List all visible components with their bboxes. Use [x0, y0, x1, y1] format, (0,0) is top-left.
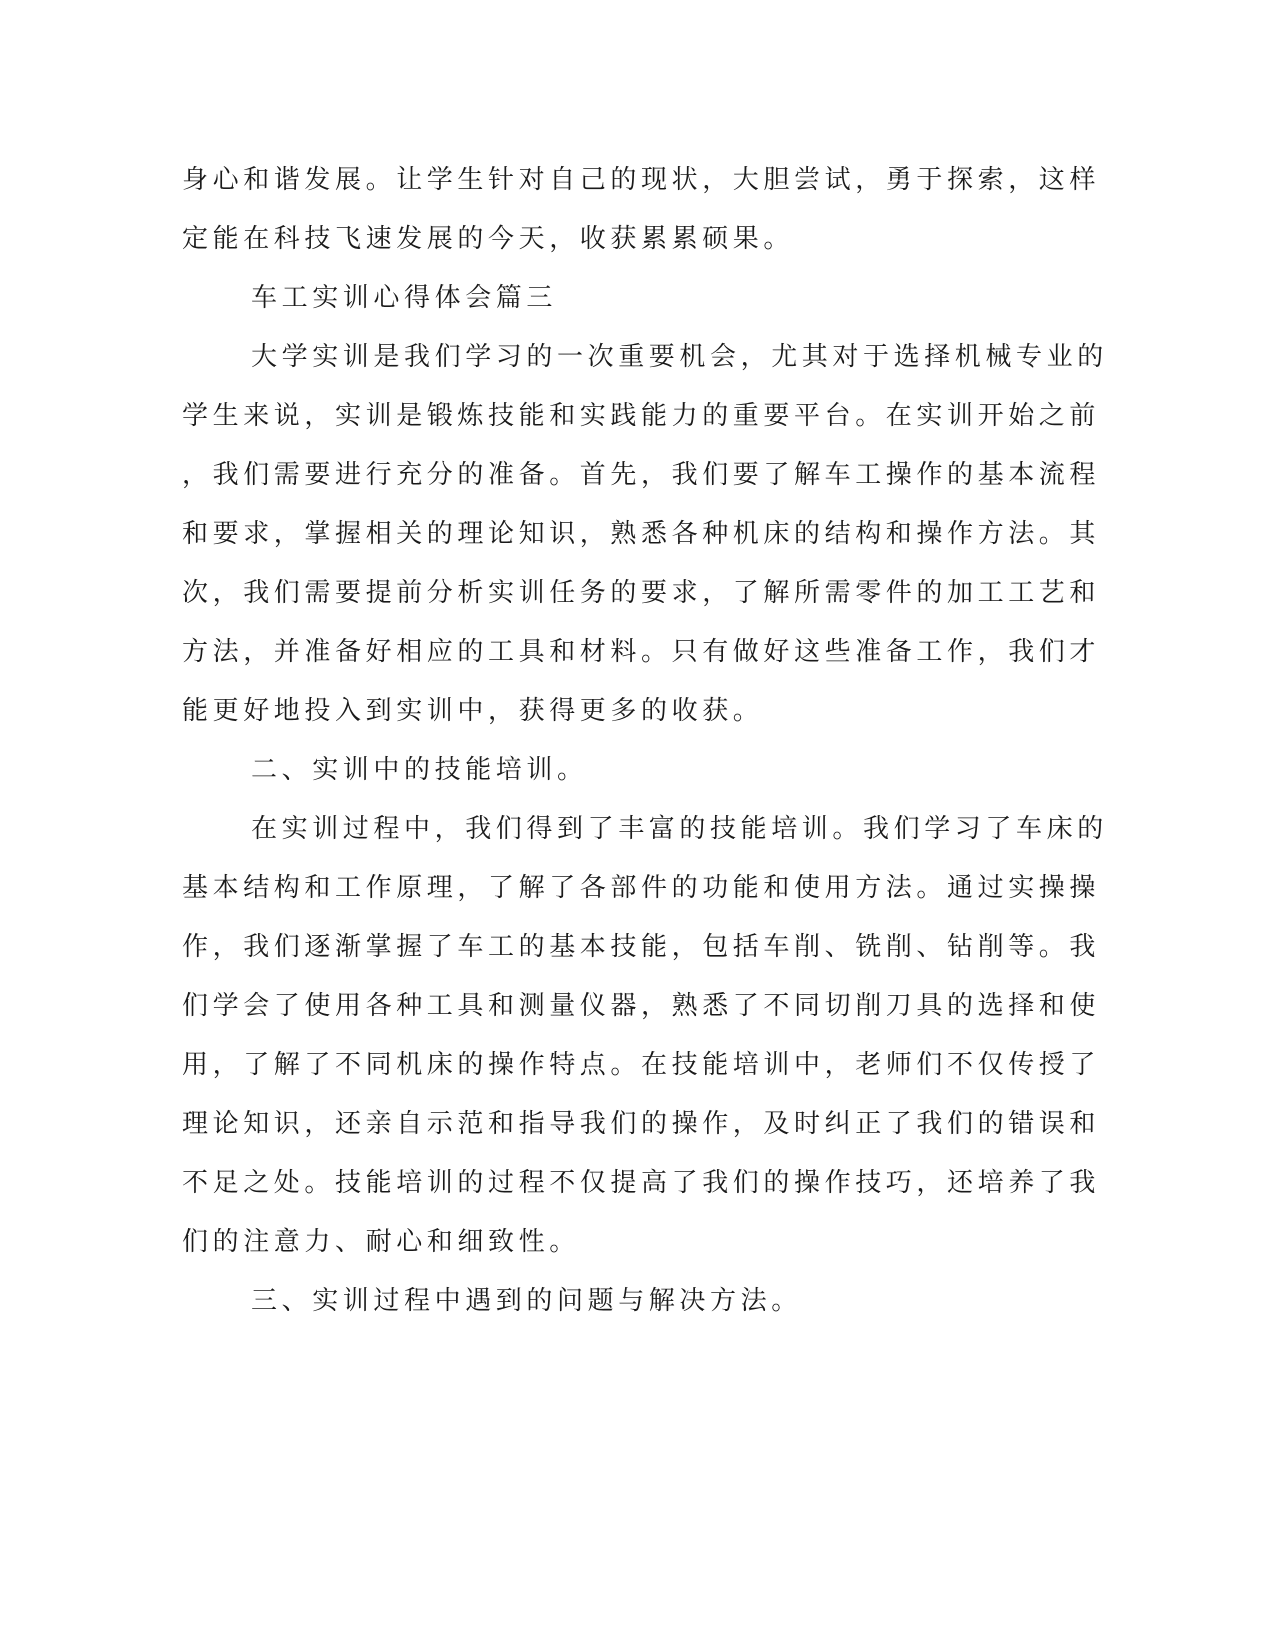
text-line: 们学会了使用各种工具和测量仪器，熟悉了不同切削刀具的选择和使	[182, 991, 1101, 1021]
text-line: 们的注意力、耐心和细致性。	[182, 1227, 580, 1257]
section-heading: 二、实训中的技能培训。	[251, 755, 588, 785]
text-line: 次，我们需要提前分析实训任务的要求，了解所需零件的加工工艺和	[182, 578, 1101, 608]
text-line: 不足之处。技能培训的过程不仅提高了我们的操作技巧，还培养了我	[182, 1168, 1101, 1198]
section-heading: 三、实训过程中遇到的问题与解决方法。	[251, 1286, 802, 1316]
text-line: ，我们需要进行充分的准备。首先，我们要了解车工操作的基本流程	[182, 460, 1101, 490]
text-line: 身心和谐发展。让学生针对自己的现状，大胆尝试，勇于探索，这样	[182, 165, 1101, 195]
text-line: 在实训过程中，我们得到了丰富的技能培训。我们学习了车床的	[251, 814, 1108, 844]
text-line: 能更好地投入到实训中，获得更多的收获。	[182, 696, 764, 726]
text-line: 用，了解了不同机床的操作特点。在技能培训中，老师们不仅传授了	[182, 1050, 1101, 1080]
text-line: 作，我们逐渐掌握了车工的基本技能，包括车削、铣削、钻削等。我	[182, 932, 1101, 962]
text-line: 方法，并准备好相应的工具和材料。只有做好这些准备工作，我们才	[182, 637, 1101, 667]
text-line: 基本结构和工作原理，了解了各部件的功能和使用方法。通过实操操	[182, 873, 1101, 903]
text-line: 理论知识，还亲自示范和指导我们的操作，及时纠正了我们的错误和	[182, 1109, 1101, 1139]
text-line: 大学实训是我们学习的一次重要机会，尤其对于选择机械专业的	[251, 342, 1108, 372]
section-title: 车工实训心得体会篇三	[251, 283, 558, 313]
text-line: 学生来说，实训是锻炼技能和实践能力的重要平台。在实训开始之前	[182, 401, 1101, 431]
text-line: 和要求，掌握相关的理论知识，熟悉各种机床的结构和操作方法。其	[182, 519, 1101, 549]
text-line: 定能在科技飞速发展的今天，收获累累硕果。	[182, 224, 795, 254]
